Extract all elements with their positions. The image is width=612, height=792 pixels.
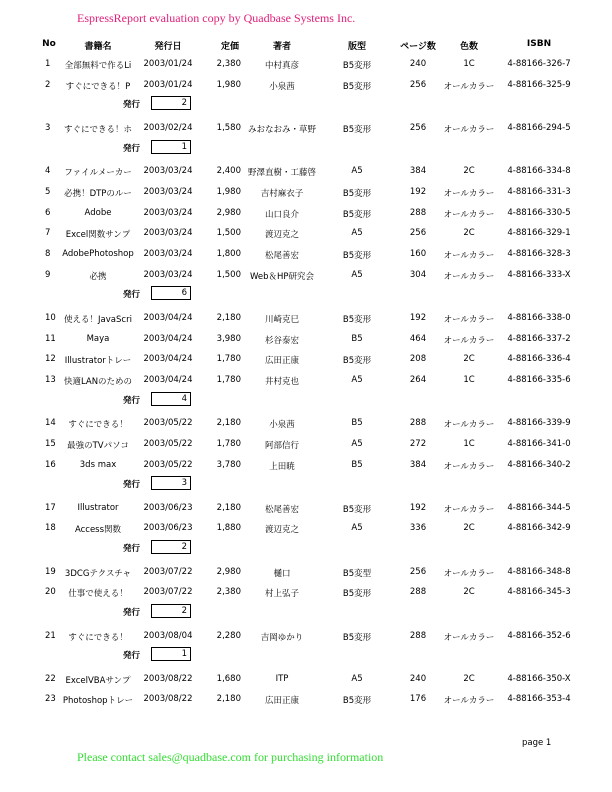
cell-isbn: 4-88166-326-7	[507, 59, 571, 69]
cell-pages: 304	[409, 269, 427, 280]
cell-isbn: 4-88166-345-3	[507, 587, 571, 598]
cell-colors: オールカラー	[443, 271, 495, 282]
cell-pages: 256	[409, 79, 427, 90]
cell-no: 8	[45, 248, 51, 259]
cell-title: すぐにできる！ホ	[63, 124, 133, 135]
cell-isbn: 4-88166-339-9	[507, 418, 571, 429]
cell-pages: 192	[409, 186, 427, 197]
cell-pages: 240	[409, 673, 427, 684]
cell-price: 1,980	[216, 186, 241, 197]
cell-no: 21	[45, 630, 56, 641]
subtotal-count-box: 6	[151, 286, 191, 300]
cell-title: AdobePhotoshop	[62, 248, 134, 259]
subtotal-count-box: 2	[151, 96, 191, 110]
cell-author: ITP	[275, 673, 289, 684]
cell-author: 阿部信行	[264, 440, 300, 451]
cell-date: 2003/08/22	[143, 673, 193, 684]
cell-author: 樋口	[273, 568, 291, 579]
cell-title: Illustrator	[77, 502, 119, 513]
cell-format: B5変形	[342, 188, 372, 199]
cell-no: 22	[45, 673, 56, 684]
cell-pages: 288	[409, 207, 427, 218]
cell-pages: 240	[409, 59, 427, 69]
cell-pages: 192	[409, 502, 427, 513]
cell-no: 14	[45, 418, 56, 429]
cell-isbn: 4-88166-344-5	[507, 502, 571, 513]
cell-date: 2003/05/22	[143, 418, 193, 429]
cell-date: 2003/03/24	[143, 207, 193, 218]
cell-colors: オールカラー	[443, 461, 495, 472]
cell-title: 必携	[89, 271, 107, 282]
cell-price: 3,980	[216, 333, 241, 344]
cell-author: 野澤直樹・工藤啓	[247, 168, 317, 179]
cell-price: 1,780	[216, 354, 241, 365]
cell-colors: 2C	[463, 523, 475, 534]
cell-title: Adobe	[84, 207, 112, 218]
cell-price: 2,380	[216, 59, 241, 69]
cell-isbn: 4-88166-336-4	[507, 354, 571, 365]
subtotal-label: 発行	[123, 651, 141, 662]
cell-isbn: 4-88166-341-0	[507, 438, 571, 449]
cell-price: 2,980	[216, 566, 241, 577]
cell-price: 1,500	[216, 228, 241, 239]
cell-format: B5変形	[342, 250, 372, 261]
cell-colors: 2C	[463, 166, 475, 177]
cell-format: A5	[351, 438, 363, 449]
cell-price: 1,980	[216, 79, 241, 90]
cell-no: 9	[45, 269, 51, 280]
cell-date: 2003/03/24	[143, 228, 193, 239]
cell-title: 3ds max	[79, 459, 117, 470]
cell-no: 13	[45, 374, 56, 385]
cell-pages: 160	[409, 248, 427, 259]
cell-title: Maya	[86, 333, 110, 344]
purchase-watermark: Please contact sales@quadbase.com for purchasing information	[77, 750, 384, 764]
cell-no: 12	[45, 354, 56, 365]
header-author: 著者	[272, 42, 292, 52]
cell-title: Excel関数サンプ	[65, 230, 131, 241]
cell-isbn: 4-88166-340-2	[507, 459, 571, 470]
cell-price: 1,800	[216, 248, 241, 259]
cell-date: 2003/06/23	[143, 523, 193, 534]
cell-no: 17	[45, 502, 56, 513]
cell-price: 1,780	[216, 438, 241, 449]
cell-author: 小泉茜	[269, 420, 295, 431]
cell-no: 16	[45, 459, 56, 470]
cell-no: 11	[45, 333, 56, 344]
cell-title: Access関数	[74, 525, 122, 536]
cell-format: A5	[351, 523, 363, 534]
cell-author: Web＆HP研究会	[249, 271, 315, 282]
cell-pages: 464	[409, 333, 427, 344]
cell-price: 2,280	[216, 630, 241, 641]
cell-colors: オールカラー	[443, 696, 495, 707]
cell-price: 2,400	[216, 166, 241, 177]
header-isbn: ISBN	[526, 39, 552, 49]
cell-title: 3DCGテクスチャ	[64, 568, 132, 579]
cell-date: 2003/05/22	[143, 438, 193, 449]
cell-isbn: 4-88166-328-3	[507, 248, 571, 259]
cell-format: B5変形	[342, 124, 372, 135]
cell-author: 渡辺克之	[264, 230, 300, 241]
cell-pages: 256	[409, 122, 427, 133]
subtotal-label: 発行	[123, 143, 141, 154]
cell-colors: オールカラー	[443, 632, 495, 643]
evaluation-watermark: EspressReport evaluation copy by Quadbase Systems Inc.	[77, 11, 356, 25]
cell-author: 吉岡ゆかり	[260, 632, 304, 643]
cell-no: 18	[45, 523, 56, 534]
cell-date: 2003/04/24	[143, 312, 193, 323]
header-pages: ページ数	[400, 42, 436, 52]
cell-author: 松尾善宏	[264, 250, 300, 261]
subtotal-count-box: 2	[151, 540, 191, 554]
cell-isbn: 4-88166-337-2	[507, 333, 571, 344]
cell-author: 中村真彦	[264, 61, 300, 71]
cell-date: 2003/03/24	[143, 248, 193, 259]
cell-colors: 2C	[463, 673, 475, 684]
cell-author: 村上弘子	[264, 589, 300, 600]
cell-colors: オールカラー	[443, 124, 495, 135]
cell-title: 使える！JavaScri	[64, 314, 132, 325]
cell-pages: 288	[409, 418, 427, 429]
cell-format: B5変形	[342, 209, 372, 220]
cell-format: A5	[351, 166, 363, 177]
cell-price: 2,180	[216, 502, 241, 513]
cell-price: 2,380	[216, 587, 241, 598]
cell-isbn: 4-88166-335-6	[507, 374, 571, 385]
cell-format: B5変形	[342, 356, 372, 367]
cell-colors: オールカラー	[443, 504, 495, 515]
cell-no: 5	[45, 186, 51, 197]
cell-colors: オールカラー	[443, 335, 495, 346]
cell-no: 4	[45, 166, 51, 177]
cell-isbn: 4-88166-334-8	[507, 166, 571, 177]
cell-date: 2003/01/24	[143, 59, 193, 69]
cell-author: 山口良介	[264, 209, 300, 220]
cell-price: 1,780	[216, 374, 241, 385]
cell-format: A5	[351, 374, 363, 385]
cell-date: 2003/02/24	[143, 122, 193, 133]
cell-date: 2003/04/24	[143, 354, 193, 365]
cell-isbn: 4-88166-348-8	[507, 566, 571, 577]
cell-format: A5	[351, 269, 363, 280]
cell-price: 2,180	[216, 694, 241, 705]
cell-isbn: 4-88166-330-5	[507, 207, 571, 218]
cell-colors: オールカラー	[443, 568, 495, 579]
cell-format: B5変形	[342, 61, 372, 71]
cell-format: B5	[351, 333, 363, 344]
cell-colors: 1C	[463, 59, 475, 69]
cell-author: 井村克也	[264, 376, 300, 387]
cell-date: 2003/03/24	[143, 186, 193, 197]
subtotal-label: 発行	[123, 608, 141, 618]
cell-no: 15	[45, 438, 56, 449]
cell-date: 2003/03/24	[143, 269, 193, 280]
cell-author: 渡辺克之	[264, 525, 300, 536]
cell-colors: オールカラー	[443, 81, 495, 92]
header-no: No	[42, 39, 56, 49]
cell-date: 2003/07/22	[143, 587, 193, 598]
cell-title: ExcelVBAサンプ	[65, 675, 131, 686]
cell-price: 1,500	[216, 269, 241, 280]
subtotal-count-box: 2	[151, 604, 191, 618]
cell-isbn: 4-88166-353-4	[507, 694, 571, 705]
cell-price: 1,580	[216, 122, 241, 133]
cell-pages: 192	[409, 312, 427, 323]
cell-isbn: 4-88166-350-X	[507, 673, 571, 684]
cell-date: 2003/08/22	[143, 694, 193, 705]
cell-format: A5	[351, 673, 363, 684]
cell-pages: 208	[409, 354, 427, 365]
cell-author: 広田正康	[264, 356, 300, 367]
cell-author: みおなおみ・草野	[247, 124, 317, 135]
cell-pages: 288	[409, 630, 427, 641]
cell-colors: 2C	[463, 587, 475, 598]
header-title: 書籍名	[84, 42, 112, 52]
cell-isbn: 4-88166-352-6	[507, 630, 571, 641]
subtotal-label: 発行	[123, 480, 141, 491]
cell-isbn: 4-88166-333-X	[507, 269, 571, 280]
subtotal-label: 発行	[123, 395, 141, 406]
cell-date: 2003/01/24	[143, 79, 193, 90]
cell-pages: 336	[409, 523, 427, 534]
cell-author: 川崎克巳	[264, 314, 300, 325]
cell-format: B5変型	[342, 568, 372, 579]
cell-isbn: 4-88166-325-9	[507, 79, 571, 90]
cell-pages: 272	[409, 438, 427, 449]
cell-format: B5変形	[342, 81, 372, 92]
cell-title: すぐにできる！	[68, 632, 128, 643]
cell-format: B5変形	[342, 314, 372, 325]
cell-format: B5	[351, 418, 363, 429]
cell-colors: 1C	[463, 438, 475, 449]
cell-no: 3	[45, 122, 51, 133]
cell-no: 20	[45, 587, 56, 598]
cell-author: 小泉茜	[269, 81, 295, 92]
cell-date: 2003/05/22	[143, 459, 193, 470]
header-price: 定価	[220, 42, 240, 52]
subtotal-label: 発行	[123, 290, 141, 301]
cell-title: 必携！DTPのルー	[64, 188, 132, 199]
cell-isbn: 4-88166-342-9	[507, 523, 571, 534]
cell-title: 最強のTVパソコ	[67, 440, 129, 451]
cell-pages: 256	[409, 228, 427, 239]
cell-date: 2003/06/23	[143, 502, 193, 513]
cell-no: 10	[45, 312, 56, 323]
subtotal-label: 発行	[123, 100, 141, 111]
cell-colors: オールカラー	[443, 209, 495, 220]
cell-price: 3,780	[216, 459, 241, 470]
cell-pages: 384	[409, 166, 427, 177]
cell-colors: 1C	[463, 374, 475, 385]
cell-title: ファイルメーカー	[64, 168, 132, 179]
cell-pages: 256	[409, 566, 427, 577]
cell-pages: 288	[409, 587, 427, 598]
cell-format: B5変形	[342, 504, 372, 515]
cell-format: B5変形	[342, 696, 372, 707]
cell-author: 広田正康	[264, 696, 300, 707]
cell-format: B5変形	[342, 632, 372, 643]
cell-colors: オールカラー	[443, 188, 495, 199]
subtotal-count-box: 3	[151, 476, 191, 490]
cell-no: 23	[45, 694, 56, 705]
subtotal-count-box: 1	[151, 140, 191, 154]
cell-no: 6	[45, 207, 51, 218]
cell-author: 松尾善宏	[264, 504, 300, 515]
cell-price: 1,880	[216, 523, 241, 534]
cell-colors: 2C	[463, 228, 475, 239]
cell-format: A5	[351, 228, 363, 239]
cell-price: 2,980	[216, 207, 241, 218]
subtotal-count-box: 4	[151, 392, 191, 406]
cell-title: すぐにできる！P	[65, 81, 131, 92]
cell-price: 1,680	[216, 673, 241, 684]
cell-date: 2003/08/04	[143, 630, 193, 641]
cell-price: 2,180	[216, 418, 241, 429]
cell-colors: オールカラー	[443, 250, 495, 261]
cell-isbn: 4-88166-294-5	[507, 122, 571, 133]
cell-title: 快適LANのための	[63, 376, 133, 387]
cell-format: B5	[351, 459, 363, 470]
cell-colors: オールカラー	[443, 420, 495, 431]
page-number: page 1	[522, 738, 552, 748]
header-colors: 色数	[459, 42, 479, 52]
header-format: 版型	[347, 42, 367, 52]
cell-colors: 2C	[463, 354, 475, 365]
cell-title: すぐにできる！	[68, 420, 128, 431]
cell-no: 7	[45, 228, 51, 239]
cell-date: 2003/04/24	[143, 333, 193, 344]
subtotal-label: 発行	[123, 544, 141, 555]
cell-price: 2,180	[216, 312, 241, 323]
cell-isbn: 4-88166-331-3	[507, 186, 571, 197]
cell-author: 吉村麻衣子	[260, 188, 304, 199]
header-date: 発行日	[154, 42, 182, 52]
cell-no: 19	[45, 566, 56, 577]
cell-date: 2003/07/22	[143, 566, 193, 577]
cell-date: 2003/04/24	[143, 374, 193, 385]
cell-isbn: 4-88166-329-1	[507, 228, 571, 239]
cell-format: B5変形	[342, 589, 372, 600]
cell-title: Illustratorトレー	[64, 356, 132, 367]
cell-author: 杉谷泰宏	[264, 335, 300, 346]
cell-author: 上田暁	[269, 461, 295, 472]
cell-pages: 384	[409, 459, 427, 470]
cell-title: Photoshopトレー	[62, 696, 134, 707]
cell-date: 2003/03/24	[143, 166, 193, 177]
cell-no: 2	[45, 79, 51, 90]
cell-no: 1	[45, 59, 51, 69]
subtotal-count-box: 1	[151, 647, 191, 661]
cell-pages: 264	[409, 374, 427, 385]
cell-colors: オールカラー	[443, 314, 495, 325]
cell-title: 全部無料で作るLi	[64, 61, 132, 71]
cell-title: 仕事で使える！	[68, 589, 128, 600]
cell-isbn: 4-88166-338-0	[507, 312, 571, 323]
cell-pages: 176	[409, 694, 427, 705]
